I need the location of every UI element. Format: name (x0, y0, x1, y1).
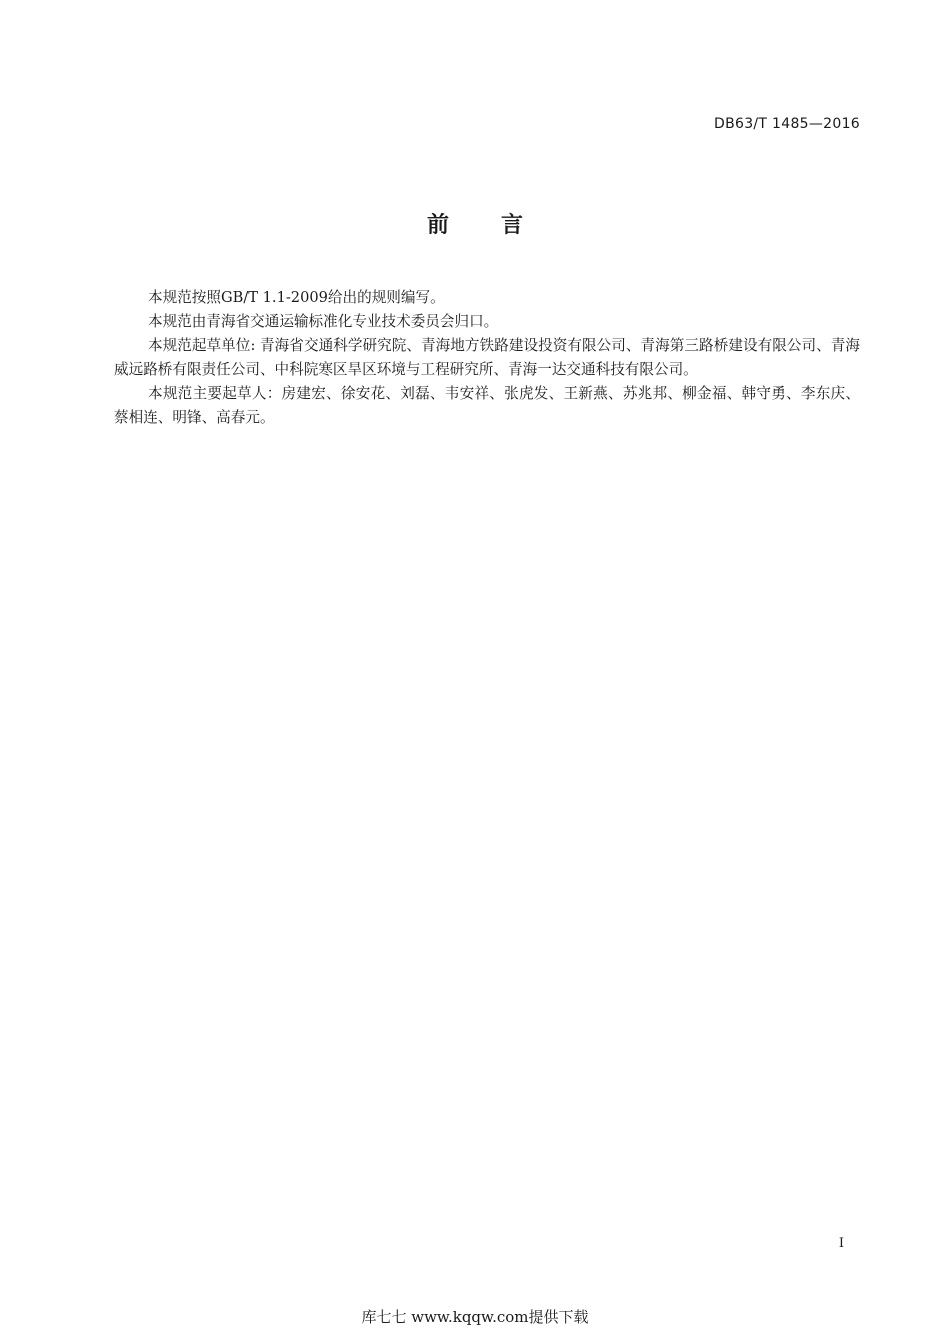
page-number: I (838, 1236, 844, 1251)
paragraph-drafting-units: 本规范起草单位: 青海省交通科学研究院、青海地方铁路建设投资有限公司、青海第三路桥建设有限公司、青海威远路桥有限责任公司、中科院寒区旱区环境与工程研究所、青海一达交通科技有限公司。 (114, 337, 860, 378)
page-title: 前言 (426, 213, 575, 238)
download-source-footer: 库七七 www.kqqw.com提供下载 (361, 1308, 589, 1326)
paragraph-responsible-committee: 本规范由青海省交通运输标准化专业技术委员会归口。 (148, 313, 499, 330)
paragraph-drafters: 本规范主要起草人：房建宏、徐安花、刘磊、韦安祥、张虎发、王新燕、苏兆邦、柳金福、韩守勇、李东庆、蔡相连、明锋、高春元。 (114, 385, 860, 426)
paragraph-drafting-rules: 本规范按照GB/T 1.1-2009给出的规则编写。 (148, 289, 445, 306)
standard-code: DB63/T 1485—2016 (714, 116, 860, 132)
foreword-body (114, 286, 860, 430)
